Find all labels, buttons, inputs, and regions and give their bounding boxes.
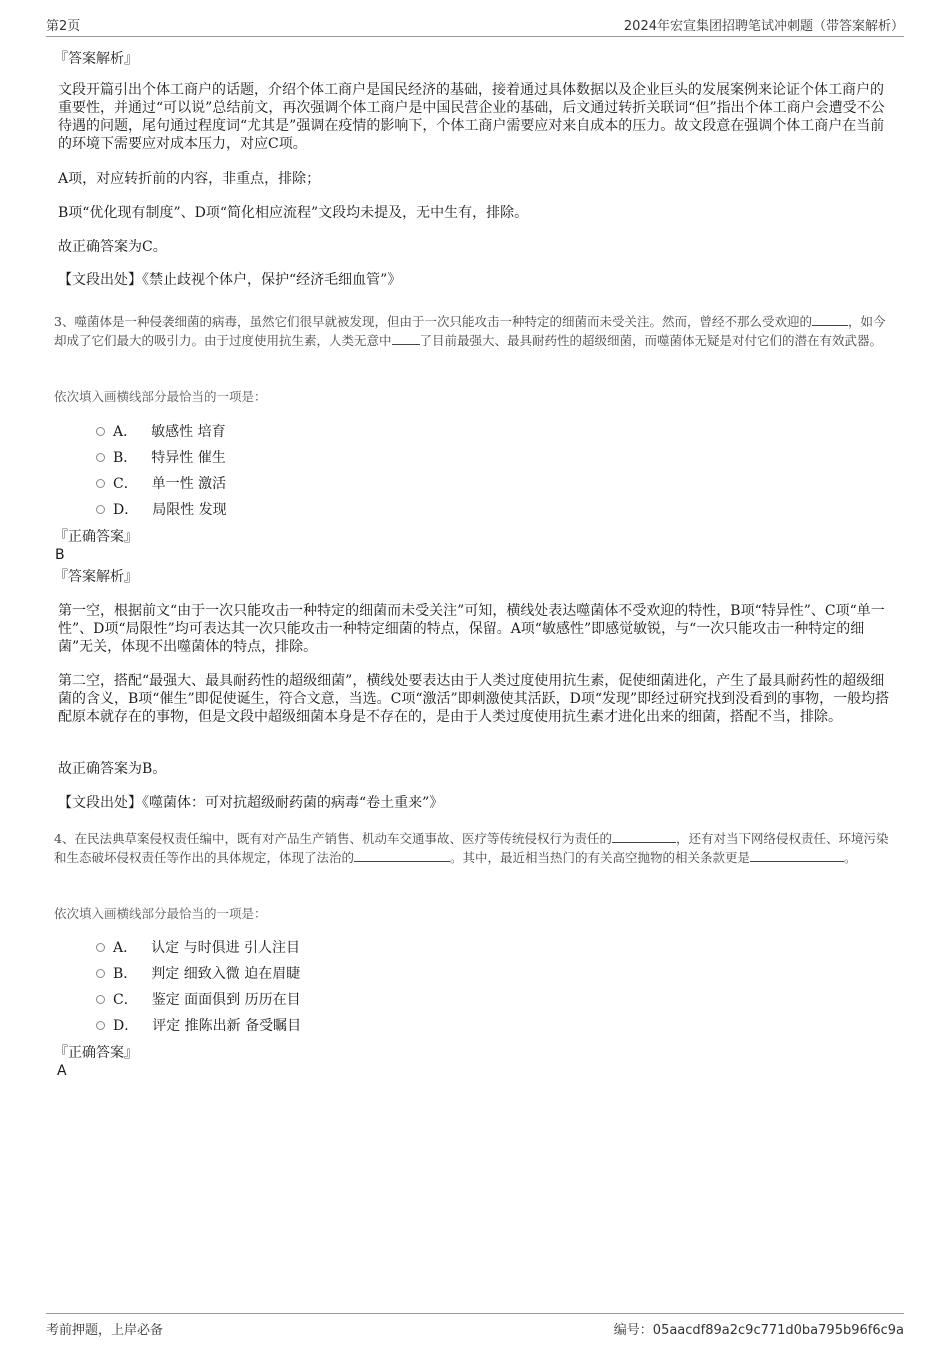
q4-answer: A	[57, 1063, 67, 1079]
q2-source: 【文段出处】《禁止歧视个体户，保护“经济毛细血管”》	[58, 272, 402, 288]
radio-icon[interactable]	[96, 943, 105, 952]
q4-option-b[interactable]: B． 判定 细致入微 迫在眉睫	[96, 964, 300, 982]
radio-icon[interactable]	[96, 995, 105, 1004]
q3-blank-1	[812, 313, 848, 326]
q3-answer: B	[55, 547, 65, 563]
radio-icon[interactable]	[96, 453, 105, 462]
q3-analysis-conclusion: 故正确答案为B。	[58, 761, 167, 777]
q3-analysis-paragraph-1: 第一空，根据前文“由于一次只能攻击一种特定的细菌而未受关注”可知，横线处表达噬菌体不受欢迎的特性，B项“特异性”、C项“单一性”、D项“局限性”均可表达其一次只能攻击一种特定细菌的特点，保留。A项“敏感性”即感觉敏锐，与“一次只能攻击一种特定的细菌”无关，体现不出噬菌体的特点，排除。	[58, 603, 885, 655]
radio-icon[interactable]	[96, 1021, 105, 1030]
radio-icon[interactable]	[96, 505, 105, 514]
q4-option-c[interactable]: C． 鉴定 面面俱到 历历在目	[96, 990, 301, 1008]
q4-stem-part-b: ，还有对当下网络侵权责任、环境污染和生态破坏侵权责任等作出的具体规定，体现了法治的	[54, 831, 889, 865]
q4-stem	[54, 829, 894, 867]
q3-option-a[interactable]: A． 敏感性 培育	[96, 422, 226, 440]
document-code-value: 05aacdf89a2c9c771d0ba795b96f6c9a	[652, 1322, 904, 1338]
radio-icon[interactable]	[96, 427, 105, 436]
radio-icon[interactable]	[96, 479, 105, 488]
q4-option-a[interactable]: A． 认定 与时俱进 引人注目	[96, 938, 300, 956]
q2-analysis-paragraph-3: B项“优化现有制度”、D项“简化相应流程”文段均未提及，无中生有，排除。	[58, 205, 529, 221]
q4-blank-2	[354, 849, 450, 862]
page-footer	[46, 1313, 904, 1338]
q2-analysis-paragraph-2: A项，对应转折前的内容，非重点，排除；	[58, 171, 321, 187]
document-title: 2024年宏宣集团招聘笔试冲刺题（带答案解析）	[623, 18, 904, 34]
page-number: 第2页	[46, 18, 81, 34]
q3-stem	[54, 312, 894, 350]
q2-analysis-conclusion: 故正确答案为C。	[58, 239, 167, 255]
q4-blank-1	[612, 830, 676, 843]
q3-answer-label: 『正确答案』	[54, 529, 138, 545]
q3-analysis-label: 『答案解析』	[54, 569, 138, 585]
document-code	[614, 1319, 904, 1338]
q2-analysis-paragraph-1: 文段开篇引出个体工商户的话题，介绍个体工商户是国民经济的基础，接着通过具体数据以及企业巨头的发展案例来论证个体工商户的重要性，并通过“可以说”总结前文，再次强调个体工商户是中国民营企业的基础，后文通过转折关联词“但”指出个体工商户会遭受不公待遇的问题，尾句通过程度词“尤其是”强调在疫情的影响下，个体工商户需要应对来自成本的压力。故文段意在强调个体工商户在当前的环境下需要应对成本压力，对应C项。	[58, 82, 885, 152]
footer-slogan: 考前押题，上岸必备	[46, 1322, 164, 1338]
q3-stem-part-b: ，如今却成了它们最大的吸引力。由于过度使用抗生素，人类无意中	[54, 314, 886, 348]
q4-stem-part-c: 。其中，最近相当热门的有关高空抛物的相关条款更是	[450, 850, 751, 865]
q2-analysis-label: 『答案解析』	[54, 51, 138, 67]
q4-stem-part-d: 。	[844, 850, 857, 865]
q4-prompt: 依次填入画横线部分最恰当的一项是：	[54, 906, 267, 921]
q3-stem-part-c: 了目前最强大、最具耐药性的超级细菌，而噬菌体无疑是对付它们的潜在有效武器。	[419, 333, 883, 348]
q4-stem-part-a: 4、在民法典草案侵权责任编中，既有对产品生产销售、机动车交通事故、医疗等传统侵权行为责任的	[54, 831, 612, 846]
q3-option-d[interactable]: D． 局限性 发现	[96, 500, 227, 518]
q3-prompt: 依次填入画横线部分最恰当的一项是：	[54, 389, 267, 404]
q4-option-d[interactable]: D． 评定 推陈出新 备受瞩目	[96, 1016, 301, 1034]
q3-source: 【文段出处】《噬菌体：可对抗超级耐药菌的病毒“卷土重来”》	[58, 795, 444, 811]
q3-stem-part-a: 3、噬菌体是一种侵袭细菌的病毒，虽然它们很早就被发现，但由于一次只能攻击一种特定的细菌而未受关注。然而，曾经不那么受欢迎的	[54, 314, 812, 329]
q4-blank-3	[750, 849, 844, 862]
q3-option-c[interactable]: C． 单一性 激活	[96, 474, 226, 492]
radio-icon[interactable]	[96, 969, 105, 978]
document-code-label: 编号：	[613, 1322, 653, 1338]
q3-analysis-paragraph-2: 第二空，搭配“最强大、最具耐药性的超级细菌”，横线处要表达由于人类过度使用抗生素，促使细菌进化，产生了最具耐药性的超级细菌的含义，B项“催生”即促使诞生，符合文意，当选。C项“激活”即刺激使其活跃，D项“发现”即经过研究找到没看到的事物，一般均搭配原本就存在的事物，但是文段中超级细菌本身是不存在的，是由于人类过度使用抗生素才进化出来的细菌，搭配不当，排除。	[58, 673, 890, 725]
q3-option-b[interactable]: B． 特异性 催生	[96, 448, 226, 466]
q4-answer-label: 『正确答案』	[54, 1045, 138, 1061]
q3-blank-2	[392, 332, 420, 345]
